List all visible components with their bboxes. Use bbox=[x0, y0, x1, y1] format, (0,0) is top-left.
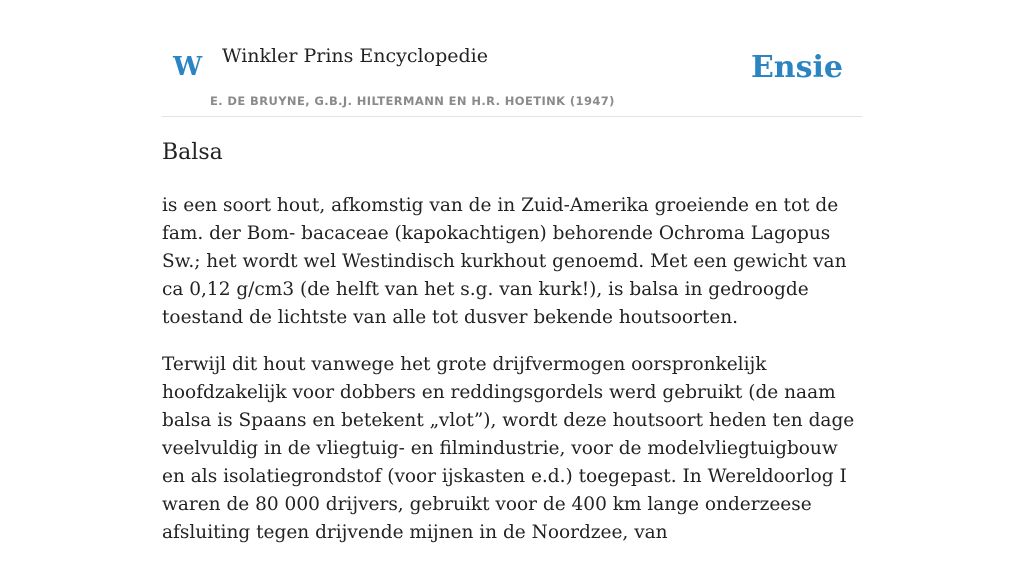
site-header bbox=[162, 0, 862, 117]
article-paragraph-2: Terwijl dit hout vanwege het grote drijfvermogen oorspronkelijk hoofdzakelijk voor dobbers en reddingsgordels werd gebruikt (de naam balsa is Spaans en betekent „vlot”), wordt deze houtsoort heden ten dage veelvuldig in de vliegtuig- en filmindustrie, voor de modelvliegtuigbouw en als isolatiegrondstof (voor ijskasten e.d.) toegepast. In Wereldoorlog I waren de 80 000 drijvers, gebruikt voor de 400 km lange onderzeese afsluiting tegen drijvende mijnen in de Noordzee, van bbox=[162, 354, 855, 543]
article-body bbox=[162, 192, 862, 566]
article-title: Balsa bbox=[162, 140, 223, 165]
source-title: Winkler Prins Encyclopedie bbox=[222, 45, 488, 67]
ensie-brand-link[interactable]: Ensie bbox=[750, 50, 843, 85]
winkler-prins-logo[interactable]: W bbox=[173, 52, 203, 82]
source-authors: E. DE BRUYNE, G.B.J. HILTERMANN EN H.R. HOETINK (1947) bbox=[210, 94, 615, 108]
article-paragraph-1: is een soort hout, afkomstig van de in Zuid-Amerika groeiende en tot de fam. der Bom- bacaceae (kapokachtigen) behorende Ochroma Lagopus Sw.; het wordt wel Westindisch kurkhout genoemd. Met een gewicht van ca 0,12 g/cm3 (de helft van het s.g. van kurk!), is balsa in gedroogde toestand de lichtste van alle tot dusver bekende houtsoorten. bbox=[162, 195, 847, 328]
content-container bbox=[162, 0, 862, 543]
